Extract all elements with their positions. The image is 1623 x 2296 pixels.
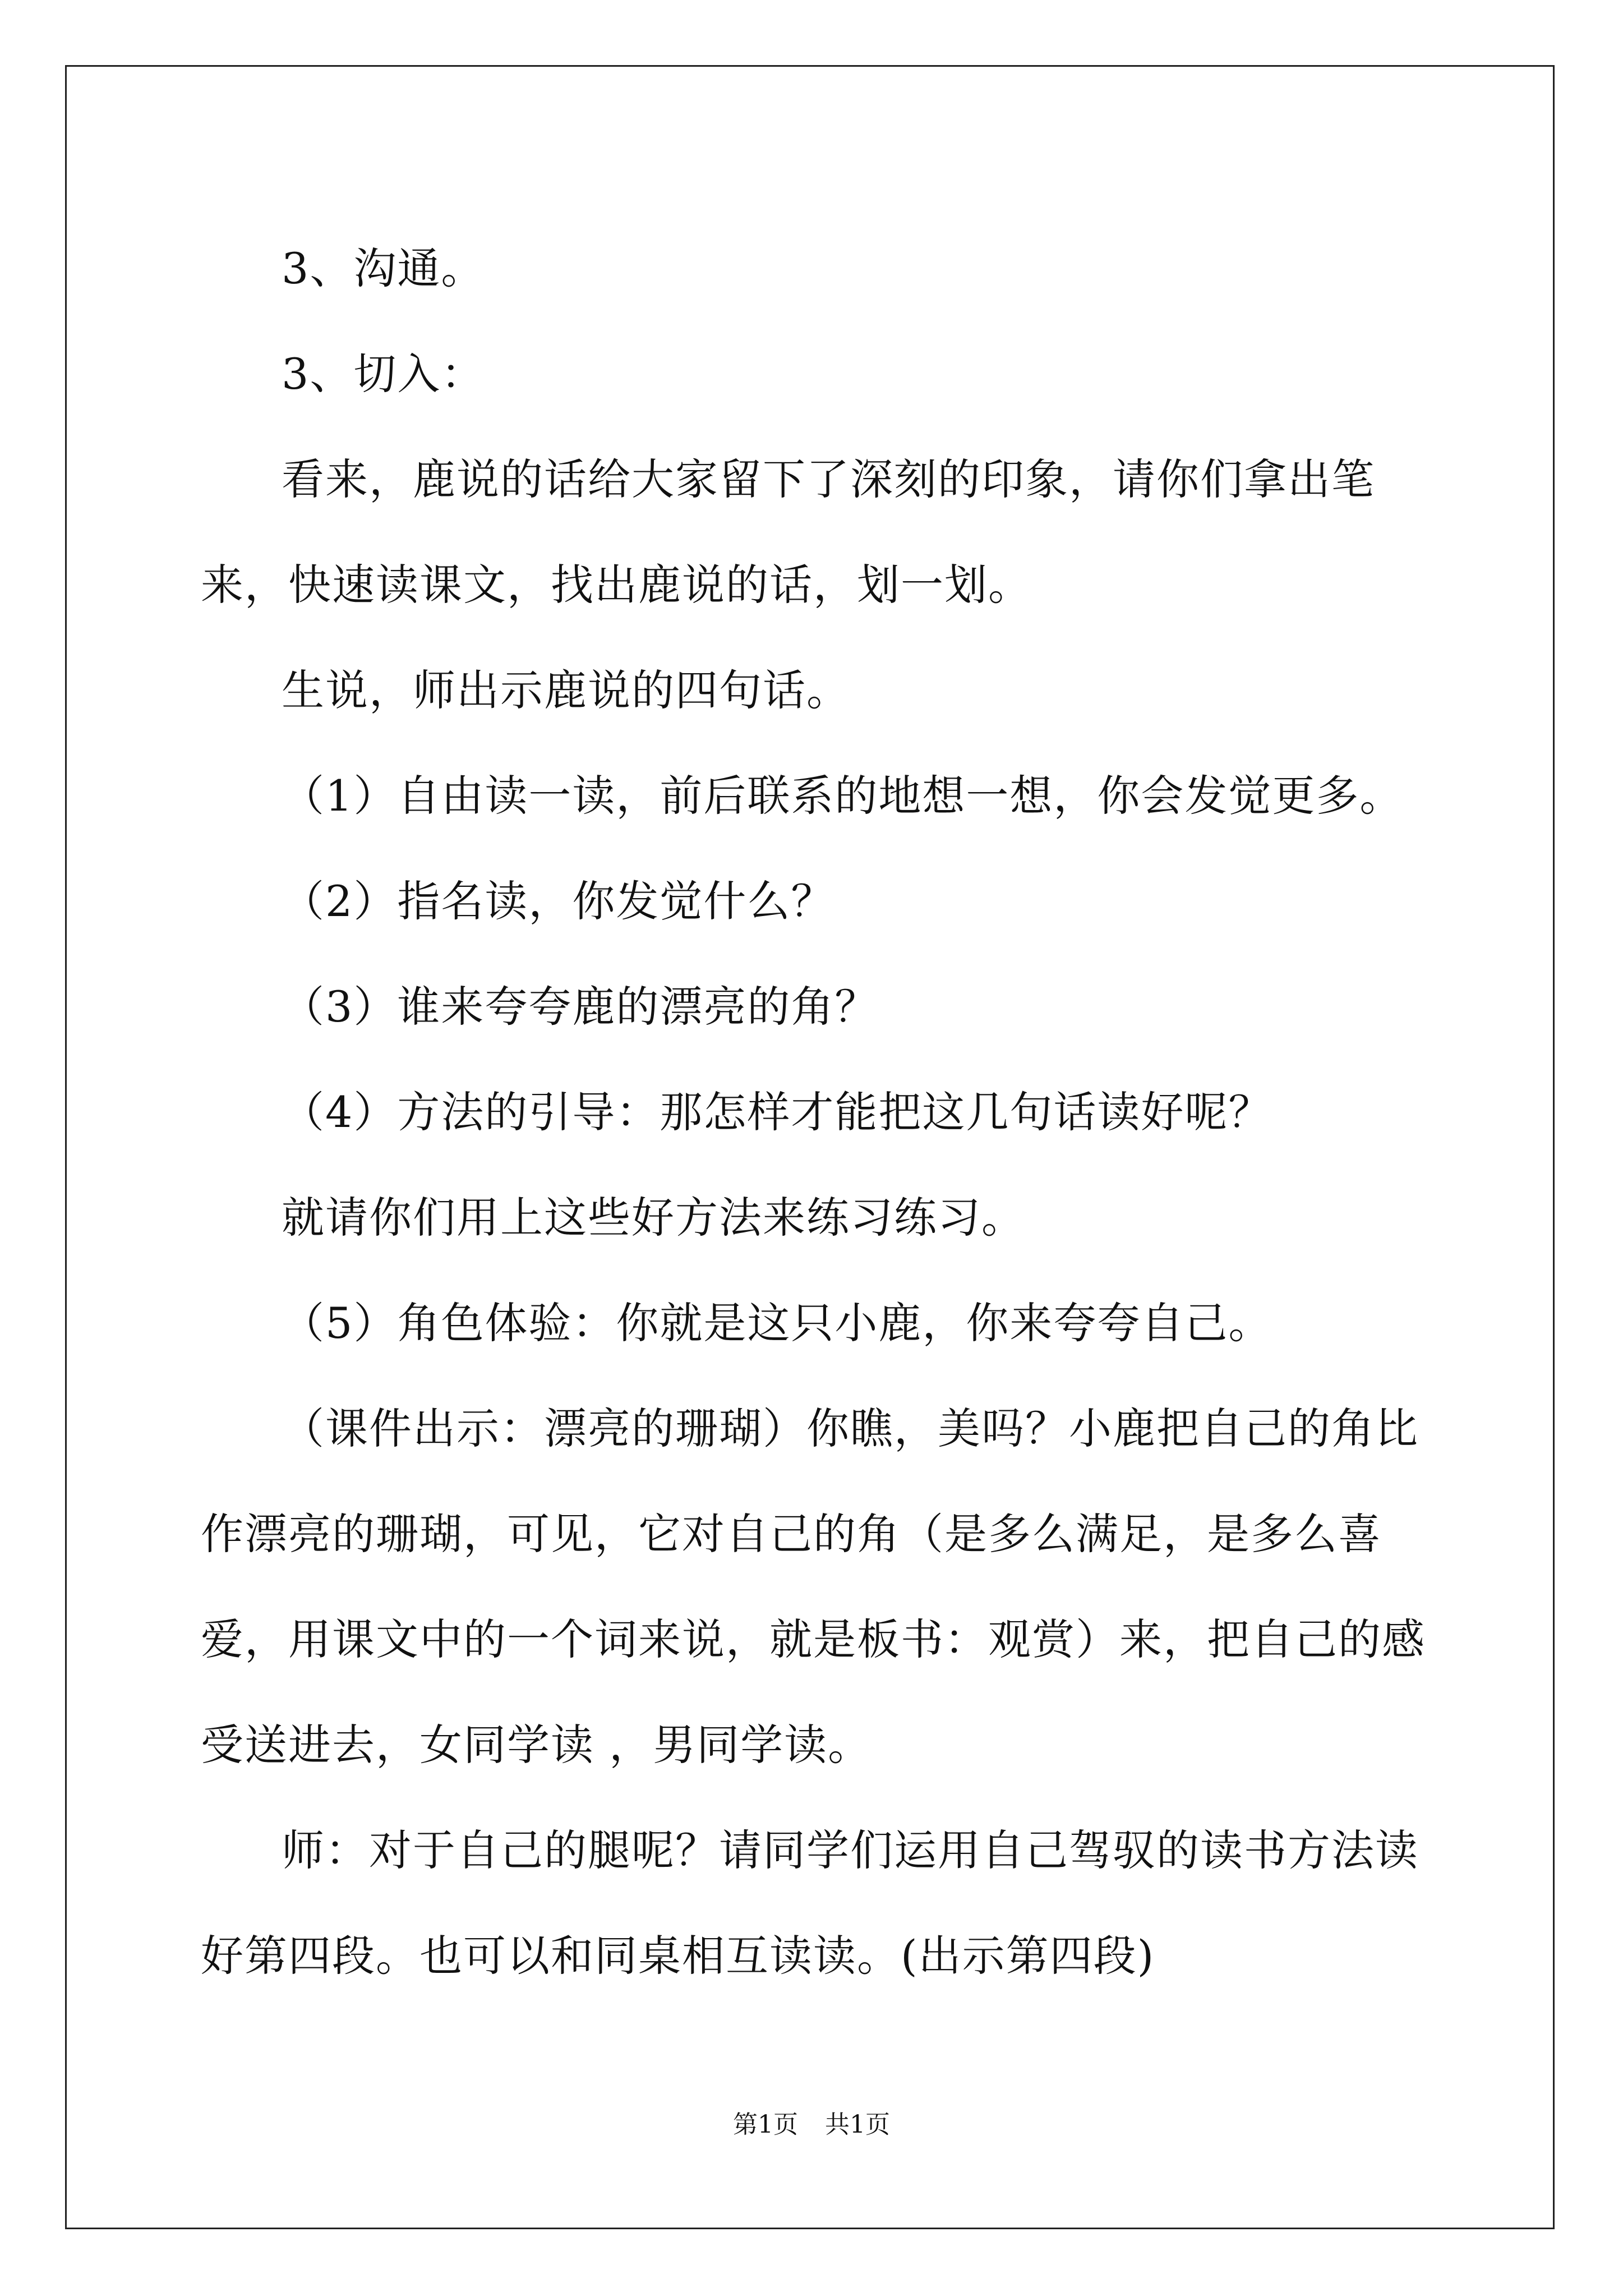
paragraph: 师：对于自己的腿呢？请同学们运用自己驾驭的读书方法读好第四段。也可以和同桌相互读读。(出示第四段) — [201, 1825, 1419, 1981]
paragraph: 就请你们用上这些好方法来练习练习。 — [282, 1193, 1025, 1243]
paragraph: 看来，鹿说的话给大家留下了深刻的印象，请你们拿出笔来，快速读课文，找出鹿说的话，划一划。 — [201, 454, 1375, 610]
page-number-current: 第1页 — [733, 2110, 798, 2139]
paragraph: （5）角色体验：你就是这只小鹿，你来夸夸自己。 — [282, 1298, 1272, 1348]
paragraph: 3、沟通。 — [282, 243, 485, 293]
paragraph: （2）指名读，你发觉什么？ — [282, 876, 835, 926]
paragraph: 生说，师出示鹿说的四句话。 — [282, 665, 850, 715]
paragraph: （1）自由读一读，前后联系的地想一想，你会发觉更多。 — [282, 771, 1404, 821]
document-body — [201, 216, 1432, 2009]
paragraph: （课件出示：漂亮的珊瑚）你瞧，美吗？小鹿把自己的角比作漂亮的珊瑚，可见，它对自己的角（是多么满足，是多么喜爱，用课文中的一个词来说，就是板书：观赏）来，把自己的感受送进去，女同学读 ，男同学读。 — [201, 1404, 1426, 1770]
paragraph: 3、切入： — [282, 349, 485, 399]
page-number-total: 共1页 — [825, 2110, 890, 2139]
page-footer — [0, 2108, 1623, 2142]
paragraph: （4）方法的引导：那怎样才能把这几句话读好呢？ — [282, 1087, 1272, 1137]
paragraph: （3）谁来夸夸鹿的漂亮的角？ — [282, 982, 879, 1032]
